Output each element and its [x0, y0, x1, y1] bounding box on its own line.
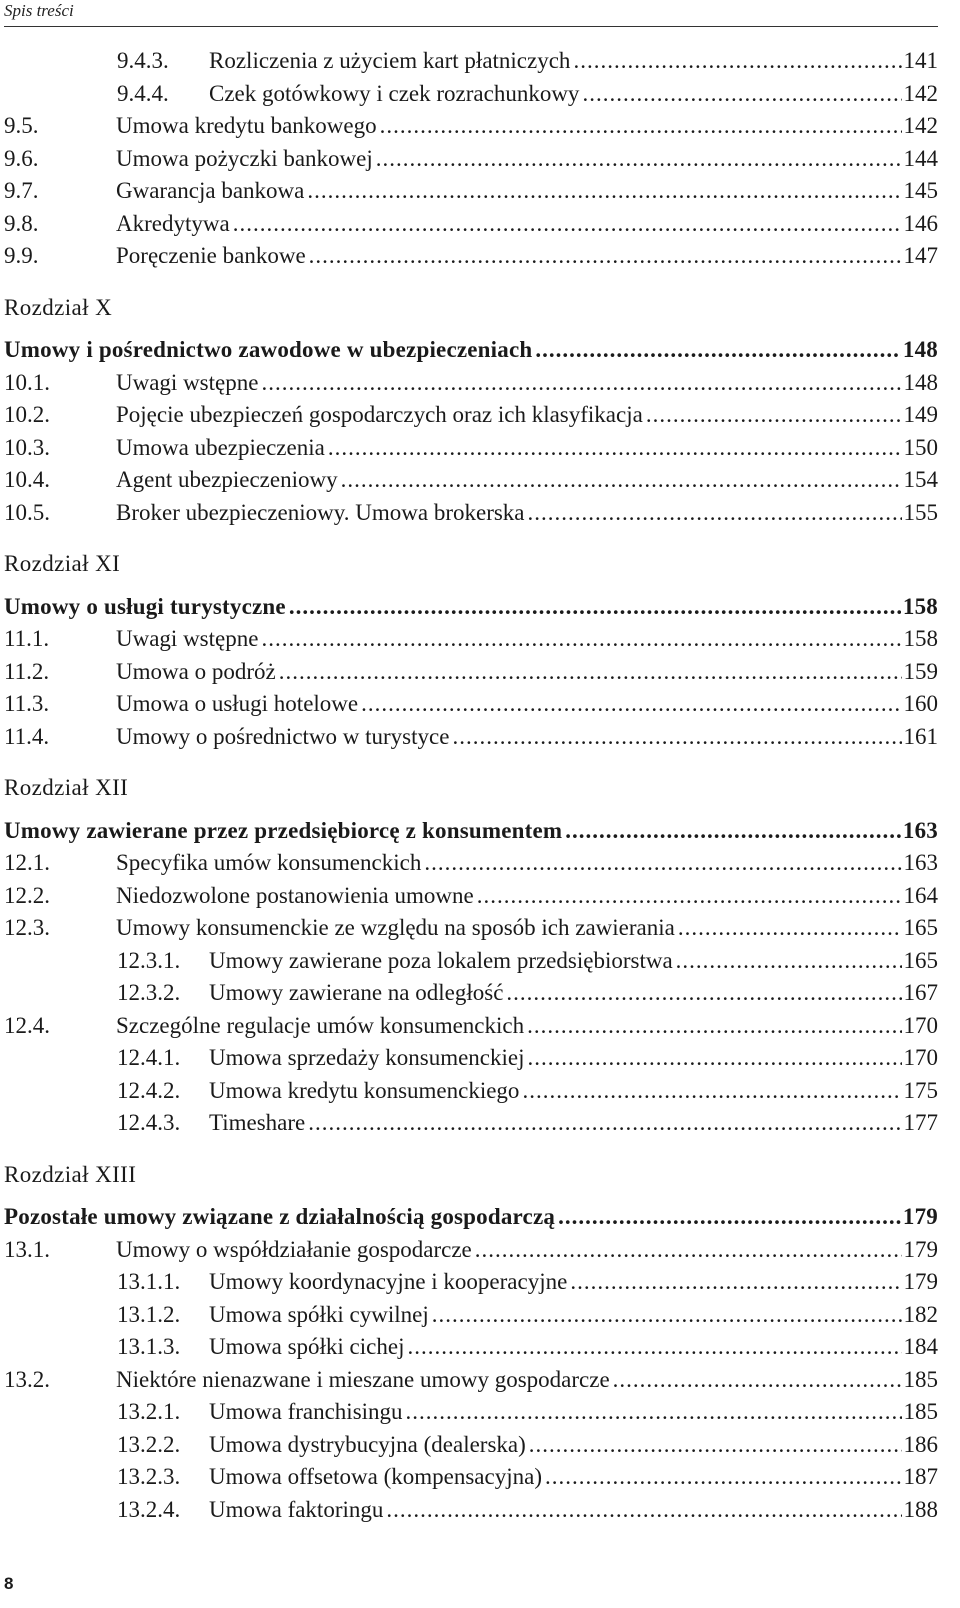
section-number: 9.4.4.: [117, 80, 169, 106]
entry-page-number: 177: [903, 1110, 938, 1135]
section-number: 9.6.: [4, 145, 39, 171]
entry-title: Umowa spółki cywilnej: [209, 1301, 429, 1327]
entry-line: [116, 432, 938, 464]
dot-leader: [528, 497, 902, 529]
section-number: 11.3.: [4, 691, 50, 716]
dot-leader: [573, 45, 901, 77]
entry-title: Umowy zawierane przez przedsiębiorcę z konsumentem: [4, 817, 563, 843]
entry-title: Umowy konsumenckie ze względu na sposób ich zawierania: [116, 915, 675, 940]
toc-subentry[interactable]: [0, 1331, 938, 1363]
chapter-title-entry[interactable]: [0, 1201, 938, 1233]
dot-leader: [477, 880, 902, 912]
entry-title: Niektóre nienazwane i mieszane umowy gospodarcze: [116, 1366, 610, 1392]
entry-page-number: 185: [903, 1366, 938, 1392]
toc-subentry[interactable]: [0, 977, 938, 1009]
entry-line: [4, 591, 938, 623]
toc-entry[interactable]: [0, 688, 938, 720]
entry-line: [116, 208, 938, 240]
section-number: 12.1.: [4, 850, 50, 875]
dot-leader: [565, 815, 901, 847]
entry-line: [116, 1234, 938, 1266]
entry-page-number: 165: [903, 947, 938, 973]
entry-title: Umowy koordynacyjne i kooperacyjne: [209, 1269, 568, 1294]
entry-title: Umowa spółki cichej: [209, 1334, 405, 1359]
entry-line: [116, 623, 938, 655]
toc-subentry[interactable]: [0, 1266, 938, 1298]
toc-subentry[interactable]: [0, 45, 938, 77]
entry-title: Umowa ubezpieczenia: [116, 434, 325, 460]
entry-title: Umowa o podróż: [116, 658, 276, 684]
entry-line: [209, 977, 938, 1009]
entry-page-number: 170: [903, 1045, 938, 1070]
entry-line: [209, 1107, 938, 1139]
entry-page-number: 179: [903, 1269, 938, 1294]
entry-line: [116, 175, 938, 207]
dot-leader: [279, 656, 902, 688]
dot-leader: [676, 945, 902, 977]
entry-line: [209, 1461, 938, 1493]
entry-title: Akredytywa: [116, 210, 230, 236]
dot-leader: [522, 1075, 901, 1107]
toc-subentry[interactable]: [0, 1396, 938, 1428]
entry-page-number: 170: [903, 1012, 938, 1038]
entry-title: Poręczenie bankowe: [116, 243, 306, 268]
dot-leader: [233, 208, 902, 240]
entry-title: Umowa pożyczki bankowej: [116, 145, 373, 171]
entry-line: [116, 721, 938, 753]
dot-leader: [361, 688, 901, 720]
entry-line: [116, 240, 938, 272]
entry-title: Umowy zawierane poza lokalem przedsiębiorstwa: [209, 947, 673, 973]
dot-leader: [328, 432, 902, 464]
entry-line: [209, 1299, 938, 1331]
entry-page-number: 144: [903, 145, 938, 171]
entry-title: Umowy zawierane na odległość: [209, 980, 504, 1005]
entry-title: Czek gotówkowy i czek rozrachunkowy: [209, 80, 580, 106]
toc-subentry[interactable]: [0, 1107, 938, 1139]
dot-leader: [289, 591, 901, 623]
entry-line: [209, 1042, 938, 1074]
entry-title: Pojęcie ubezpieczeń gospodarczych oraz ich klasyfikacja: [116, 402, 643, 427]
toc-entry[interactable]: [0, 656, 938, 688]
entry-page-number: 145: [903, 178, 938, 203]
entry-line: [116, 143, 938, 175]
section-number: 12.2.: [4, 882, 50, 908]
chapter-label: Rozdział XII: [4, 775, 129, 800]
entry-page-number: 147: [903, 243, 938, 268]
toc-entry[interactable]: [0, 399, 938, 431]
entry-page-number: 188: [903, 1496, 938, 1522]
dot-leader: [527, 1010, 901, 1042]
section-number: 10.3.: [4, 434, 50, 460]
entry-line: [209, 78, 938, 110]
toc-entry[interactable]: [0, 912, 938, 944]
entry-line: [209, 45, 938, 77]
toc-subentry[interactable]: [0, 1075, 938, 1107]
entry-page-number: 163: [903, 850, 938, 875]
entry-page-number: 163: [902, 817, 938, 843]
dot-leader: [406, 1396, 902, 1428]
dot-leader: [308, 1107, 901, 1139]
page-number: 8: [4, 1574, 14, 1593]
entry-line: [209, 1494, 938, 1526]
toc-entry[interactable]: [0, 623, 938, 655]
section-number: 13.2.1.: [117, 1399, 181, 1424]
toc-entry[interactable]: [0, 208, 938, 240]
entry-page-number: 187: [903, 1464, 938, 1489]
section-number: 13.1.3.: [117, 1334, 181, 1359]
toc-entry[interactable]: [0, 464, 938, 496]
dot-leader: [613, 1364, 902, 1396]
running-head: Spis treści: [4, 1, 74, 20]
section-number: 9.5.: [4, 113, 39, 138]
dot-leader: [376, 143, 902, 175]
toc-entry[interactable]: [0, 497, 938, 529]
entry-line: [116, 912, 938, 944]
entry-title: Umowa offsetowa (kompensacyjna): [209, 1464, 542, 1489]
dot-leader: [475, 1234, 902, 1266]
toc-entry[interactable]: [0, 240, 938, 272]
dot-leader: [341, 464, 902, 496]
entry-page-number: 148: [903, 369, 938, 395]
chapter-title-entry[interactable]: [0, 591, 938, 623]
entry-title: Timeshare: [209, 1110, 306, 1135]
entry-line: [4, 1201, 938, 1233]
section-number: 13.1.2.: [117, 1301, 181, 1327]
toc-entry[interactable]: [0, 367, 938, 399]
section-number: 13.1.1.: [117, 1269, 181, 1294]
entry-title: Umowa dystrybucyjna (dealerska): [209, 1431, 526, 1457]
entry-title: Uwagi wstępne: [116, 369, 259, 395]
dot-leader: [261, 623, 901, 655]
section-number: 13.1.: [4, 1236, 50, 1262]
dot-leader: [261, 367, 901, 399]
dot-leader: [452, 721, 901, 753]
dot-leader: [570, 1266, 901, 1298]
entry-line: [209, 1396, 938, 1428]
section-number: 12.3.2.: [117, 980, 181, 1005]
entry-page-number: 175: [903, 1077, 938, 1103]
chapter-label: Rozdział XIII: [4, 1161, 137, 1187]
entry-title: Szczególne regulacje umów konsumenckich: [116, 1012, 525, 1038]
dot-leader: [535, 334, 901, 366]
toc-entry[interactable]: [0, 1234, 938, 1266]
dot-leader: [380, 110, 902, 142]
entry-line: [116, 1364, 938, 1396]
section-number: 10.1.: [4, 369, 50, 395]
toc-entry[interactable]: [0, 432, 938, 464]
entry-line: [209, 1266, 938, 1298]
entry-title: Umowa kredytu bankowego: [116, 113, 377, 138]
entry-title: Umowa kredytu konsumenckiego: [209, 1077, 520, 1103]
toc-subentry[interactable]: [0, 1494, 938, 1526]
section-number: 12.4.1.: [117, 1045, 181, 1070]
toc-entry[interactable]: [0, 847, 938, 879]
entry-line: [116, 1010, 938, 1042]
section-number: 9.4.3.: [117, 48, 169, 73]
entry-page-number: 158: [902, 593, 938, 619]
dot-leader: [309, 240, 902, 272]
entry-page-number: 164: [903, 882, 938, 908]
entry-line: [116, 880, 938, 912]
section-number: 10.5.: [4, 499, 50, 525]
dot-leader: [582, 78, 901, 110]
toc-entry[interactable]: [0, 1010, 938, 1042]
dot-leader: [386, 1494, 901, 1526]
entry-title: Umowa faktoringu: [209, 1496, 384, 1522]
chapter-label: Rozdział XI: [4, 551, 121, 576]
entry-page-number: 167: [903, 980, 938, 1005]
section-number: 12.4.3.: [117, 1110, 181, 1135]
entry-line: [4, 334, 938, 366]
entry-line: [209, 945, 938, 977]
entry-line: [4, 815, 938, 847]
section-number: 11.4.: [4, 723, 50, 749]
section-number: 11.1.: [4, 626, 50, 651]
entry-line: [116, 367, 938, 399]
entry-page-number: 142: [903, 113, 938, 138]
header-rule: [4, 26, 938, 27]
entry-page-number: 158: [903, 626, 938, 651]
entry-title: Gwarancja bankowa: [116, 178, 305, 203]
section-number: 12.3.: [4, 915, 50, 940]
section-number: 11.2.: [4, 658, 50, 684]
entry-title: Umowa o usługi hotelowe: [116, 691, 359, 716]
section-number: 12.3.1.: [117, 947, 181, 973]
section-number: 13.2.2.: [117, 1431, 181, 1457]
dot-leader: [529, 1429, 902, 1461]
section-number: 13.2.3.: [117, 1464, 181, 1489]
toc-subentry[interactable]: [0, 1299, 938, 1331]
entry-page-number: 160: [903, 691, 938, 716]
entry-title: Umowa franchisingu: [209, 1399, 403, 1424]
entry-title: Rozliczenia z użyciem kart płatniczych: [209, 48, 571, 73]
entry-title: Pozostałe umowy związane z działalnością gospodarczą: [4, 1204, 556, 1229]
entry-page-number: 146: [903, 210, 938, 236]
entry-title: Umowa sprzedaży konsumenckiej: [209, 1045, 525, 1070]
dot-leader: [646, 399, 902, 431]
dot-leader: [558, 1201, 901, 1233]
chapter-title-entry[interactable]: [0, 815, 938, 847]
entry-line: [116, 847, 938, 879]
section-number: 13.2.4.: [117, 1496, 181, 1522]
section-number: 9.9.: [4, 243, 39, 268]
entry-page-number: 148: [902, 337, 938, 362]
dot-leader: [407, 1331, 901, 1363]
section-number: 12.4.: [4, 1012, 50, 1038]
toc-entry[interactable]: [0, 1364, 938, 1396]
entry-page-number: 186: [903, 1431, 938, 1457]
entry-page-number: 154: [903, 467, 938, 492]
dot-leader: [678, 912, 902, 944]
entry-page-number: 161: [903, 723, 938, 749]
entry-page-number: 185: [903, 1399, 938, 1424]
entry-page-number: 159: [903, 658, 938, 684]
entry-line: [209, 1331, 938, 1363]
dot-leader: [545, 1461, 902, 1493]
entry-page-number: 165: [903, 915, 938, 940]
dot-leader: [307, 175, 901, 207]
section-number: 13.2.: [4, 1366, 50, 1392]
toc-subentry[interactable]: [0, 1429, 938, 1461]
dot-leader: [424, 847, 901, 879]
toc-subentry[interactable]: [0, 78, 938, 110]
entry-title: Agent ubezpieczeniowy: [116, 467, 338, 492]
entry-page-number: 184: [903, 1334, 938, 1359]
entry-line: [116, 688, 938, 720]
section-number: 9.7.: [4, 178, 39, 203]
section-number: 12.4.2.: [117, 1077, 181, 1103]
entry-line: [116, 399, 938, 431]
entry-title: Specyfika umów konsumenckich: [116, 850, 422, 875]
section-number: 10.2.: [4, 402, 50, 427]
entry-title: Umowy o pośrednictwo w turystyce: [116, 723, 450, 749]
entry-page-number: 179: [902, 1204, 938, 1229]
toc-subentry[interactable]: [0, 1461, 938, 1493]
toc-entry[interactable]: [0, 110, 938, 142]
entry-line: [209, 1429, 938, 1461]
toc-entry[interactable]: [0, 175, 938, 207]
entry-title: Umowy o współdziałanie gospodarcze: [116, 1236, 472, 1262]
section-number: 9.8.: [4, 210, 39, 236]
entry-line: [116, 497, 938, 529]
entry-page-number: 150: [903, 434, 938, 460]
entry-page-number: 182: [903, 1301, 938, 1327]
entry-title: Umowy o usługi turystyczne: [4, 593, 286, 619]
entry-page-number: 141: [903, 48, 938, 73]
entry-line: [116, 110, 938, 142]
entry-page-number: 179: [903, 1236, 938, 1262]
toc-entry[interactable]: [0, 721, 938, 753]
toc-entry[interactable]: [0, 880, 938, 912]
entry-page-number: 142: [903, 80, 938, 106]
chapter-label: Rozdział X: [4, 294, 113, 320]
toc-subentry[interactable]: [0, 1042, 938, 1074]
entry-line: [116, 656, 938, 688]
entry-title: Umowy i pośrednictwo zawodowe w ubezpieczeniach: [4, 337, 533, 362]
section-number: 10.4.: [4, 467, 50, 492]
entry-title: Uwagi wstępne: [116, 626, 259, 651]
dot-leader: [506, 977, 901, 1009]
dot-leader: [528, 1042, 902, 1074]
entry-title: Broker ubezpieczeniowy. Umowa brokerska: [116, 499, 525, 525]
entry-page-number: 149: [903, 402, 938, 427]
entry-title: Niedozwolone postanowienia umowne: [116, 882, 474, 908]
entry-line: [116, 464, 938, 496]
chapter-title-entry[interactable]: [0, 334, 938, 366]
entry-page-number: 155: [903, 499, 938, 525]
toc-subentry[interactable]: [0, 945, 938, 977]
toc-entry[interactable]: [0, 143, 938, 175]
entry-line: [209, 1075, 938, 1107]
dot-leader: [432, 1299, 902, 1331]
